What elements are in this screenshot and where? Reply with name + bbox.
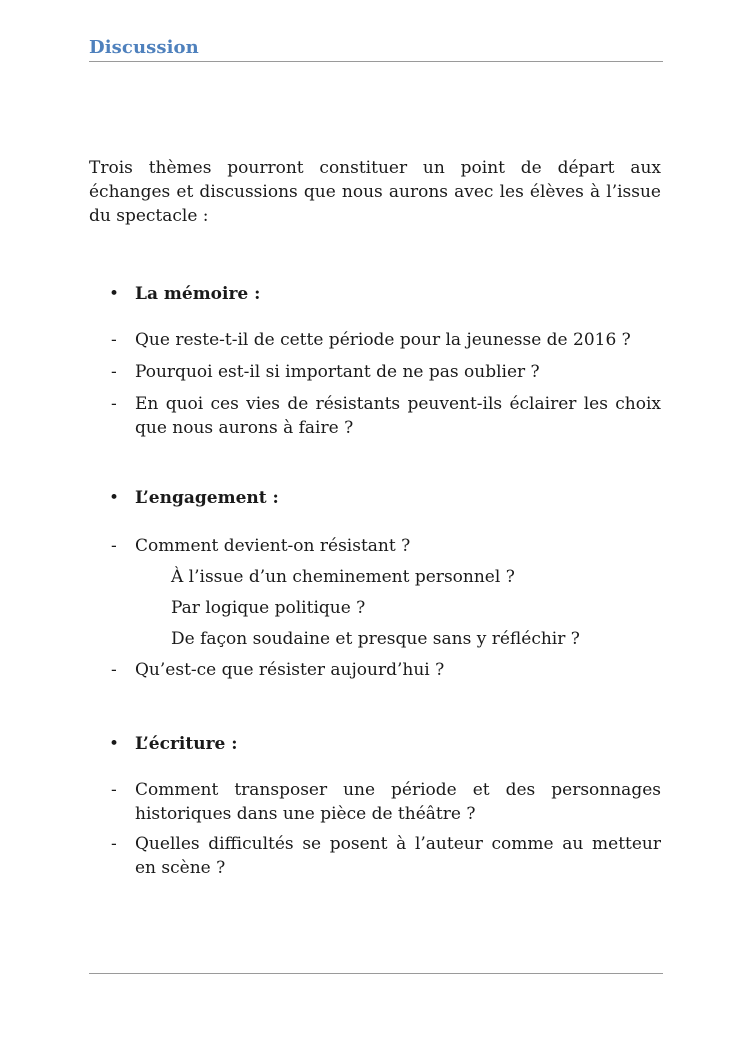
list-item: [89, 778, 661, 826]
list-item-text: Que reste-t-il de cette période pour la jeunesse de 2016 ?: [135, 330, 631, 350]
section-engagement: [89, 486, 661, 682]
sub-list-item: Par logique politique ?: [171, 598, 366, 618]
header-divider: [89, 61, 663, 62]
section-heading-text: L’écriture :: [135, 734, 238, 754]
dash-icon: -: [111, 780, 117, 800]
list-item: [89, 328, 661, 352]
section-heading-text: L’engagement :: [135, 488, 279, 508]
list-item-text: Qu’est-ce que résister aujourd’hui ?: [135, 660, 445, 680]
section-heading-text: La mémoire :: [135, 284, 261, 304]
section-heading: [89, 282, 661, 306]
sub-list-item: À l’issue d’un cheminement personnel ?: [171, 567, 515, 587]
list-item-text: En quoi ces vies de résistants peuvent-ils éclairer les choix que nous aurons à faire ?: [135, 394, 661, 438]
intro-paragraph: Trois thèmes pourront constituer un point de départ aux échanges et discussions que nous aurons avec les élèves à l’issue du spectacle :: [89, 158, 661, 226]
list-item-text: Comment devient-on résistant ?: [135, 536, 411, 556]
dash-icon: -: [111, 394, 117, 414]
bullet-icon: •: [109, 284, 120, 304]
section-memoire: [89, 282, 661, 440]
dash-icon: -: [111, 834, 117, 854]
list-item: [89, 534, 661, 558]
list-item: [89, 658, 661, 682]
section-heading: [89, 732, 661, 756]
list-item: [89, 392, 661, 440]
list-item-text: Comment transposer une période et des personnages historiques dans une pièce de théâtre ?: [135, 780, 661, 824]
dash-icon: -: [111, 660, 117, 680]
dash-icon: -: [111, 536, 117, 556]
bullet-icon: •: [109, 488, 120, 508]
section-heading: [89, 486, 661, 510]
page-header-title: Discussion: [89, 37, 199, 58]
footer-divider: [89, 973, 663, 974]
dash-icon: -: [111, 362, 117, 382]
sub-list-item: De façon soudaine et presque sans y réfléchir ?: [171, 629, 580, 649]
list-item-text: Quelles difficultés se posent à l’auteur comme au metteur en scène ?: [135, 834, 661, 878]
list-item: [89, 360, 661, 384]
bullet-icon: •: [109, 734, 120, 754]
dash-icon: -: [111, 330, 117, 350]
list-item: [89, 832, 661, 880]
section-ecriture: [89, 732, 661, 880]
list-item-text: Pourquoi est-il si important de ne pas oublier ?: [135, 362, 540, 382]
